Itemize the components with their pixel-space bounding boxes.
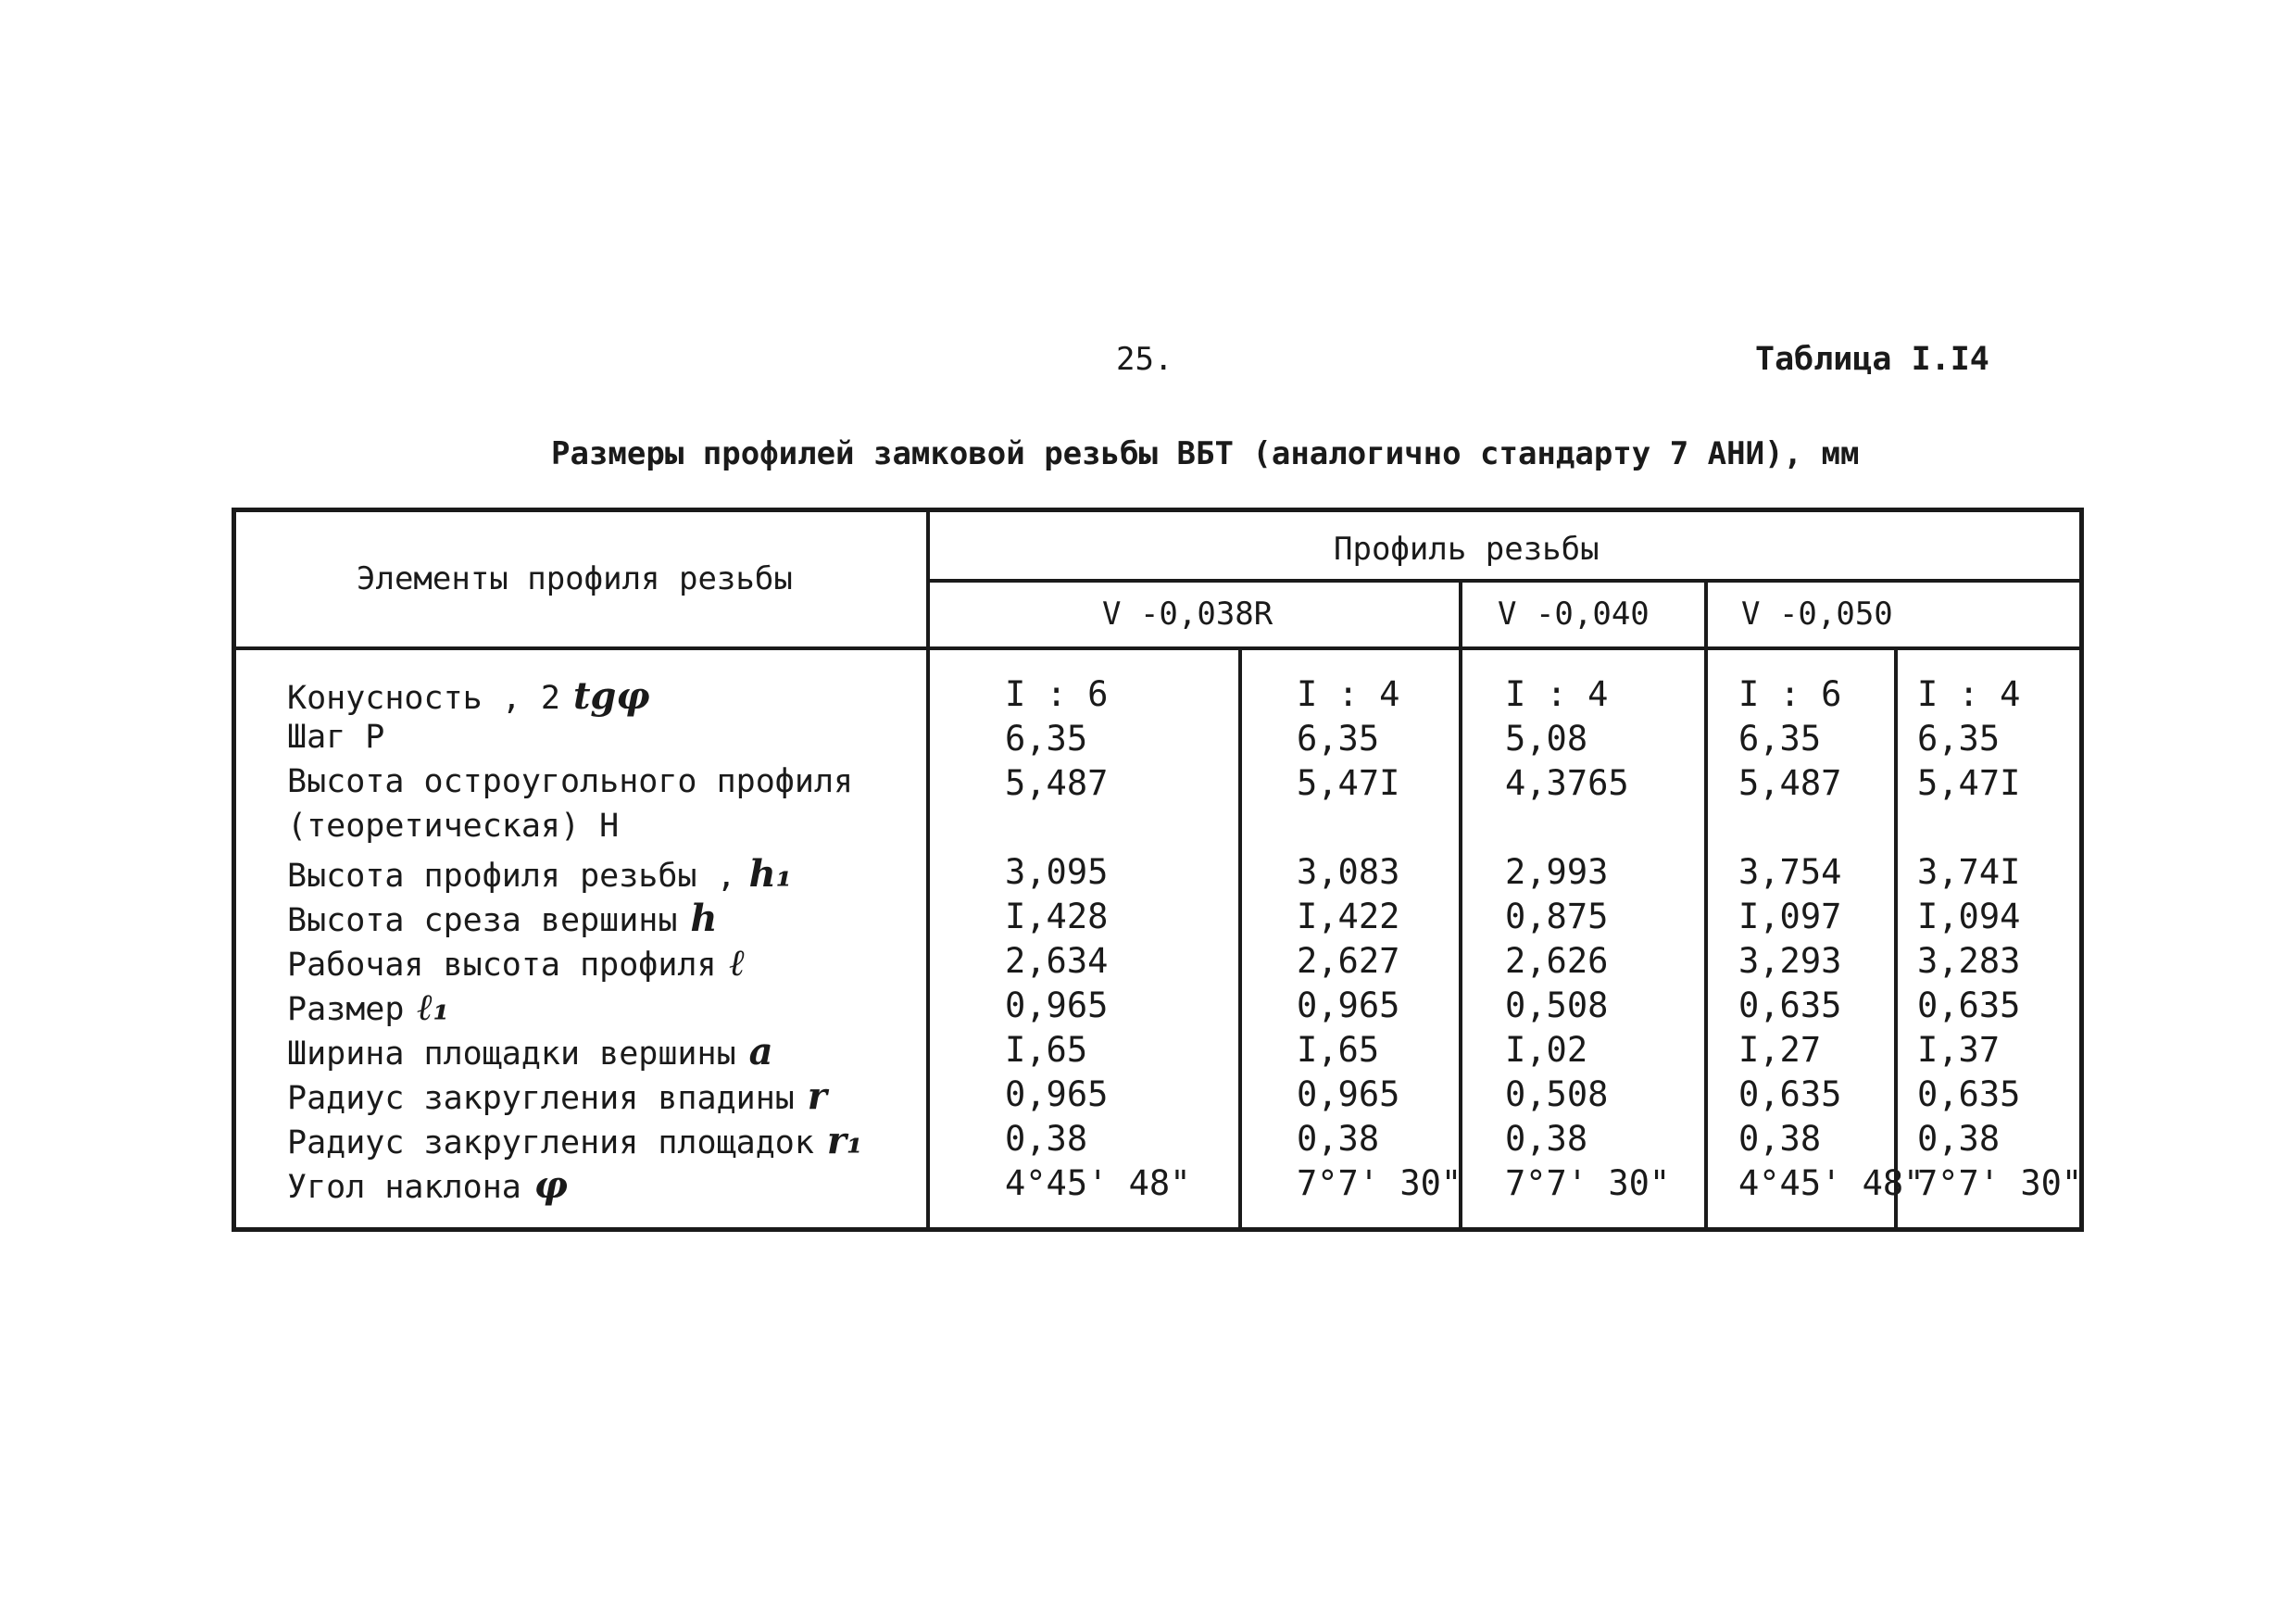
table-cell: 4°45' 48" (1738, 1163, 1925, 1203)
row-label-text: Ширина площадки вершины (287, 1035, 736, 1073)
row-label (287, 808, 619, 845)
table-cell: I,27 (1738, 1030, 1822, 1070)
elements-column-header: Элементы профиля резьбы (357, 560, 793, 597)
table-cell: 0,965 (1005, 985, 1109, 1025)
table-cell: 0,38 (1297, 1119, 1380, 1159)
table-cell: 3,293 (1738, 941, 1842, 981)
table-cell: I,02 (1505, 1030, 1588, 1070)
table-cell: 0,38 (1917, 1119, 2001, 1159)
table-cell: I,422 (1297, 897, 1400, 936)
row-label (287, 1163, 568, 1207)
table-cell: 0,965 (1005, 1074, 1109, 1114)
row-label (287, 674, 650, 718)
table-cell: 2,993 (1505, 852, 1609, 892)
table-cell: 5,47I (1917, 763, 2021, 803)
row-label-text: (теоретическая) H (287, 808, 620, 845)
table-cell: 0,635 (1917, 1074, 2021, 1114)
row-symbol: r₁ (813, 1119, 863, 1162)
header-column-divider (926, 512, 930, 1232)
table-cell: 0,635 (1917, 985, 2021, 1025)
row-label (287, 985, 449, 1029)
table-cell: 4,3765 (1505, 763, 1629, 803)
row-label (287, 719, 384, 756)
row-label-text: Конусность , 2 (287, 680, 561, 717)
row-label (287, 763, 853, 800)
page-number: 25. (1116, 341, 1173, 378)
row-label (287, 852, 792, 896)
table-cell: I,428 (1005, 897, 1109, 936)
row-label-text: Высота остроугольного профиля (287, 763, 854, 800)
row-label-text: Угол наклона (287, 1169, 521, 1206)
thread-profile-table (232, 508, 2084, 1232)
table-cell: I,65 (1297, 1030, 1380, 1070)
row-symbol: h₁ (735, 852, 793, 896)
row-symbol: φ (521, 1163, 568, 1207)
table-cell: 6,35 (1917, 719, 2001, 759)
table-cell: 0,38 (1505, 1119, 1588, 1159)
table-cell: 5,08 (1505, 719, 1588, 759)
profile-group-underline (926, 579, 2079, 583)
table-cell: 0,965 (1297, 1074, 1400, 1114)
row-symbol: r (794, 1074, 827, 1118)
table-cell: I : 6 (1005, 674, 1109, 714)
table-cell: I,65 (1005, 1030, 1088, 1070)
table-cell: I : 4 (1917, 674, 2021, 714)
row-symbol: h (677, 897, 718, 940)
table-cell: I,094 (1917, 897, 2021, 936)
table-cell: 3,283 (1917, 941, 2021, 981)
table-cell: 4°45' 48" (1005, 1163, 1191, 1203)
table-cell: 6,35 (1297, 719, 1380, 759)
table-cell: I,37 (1917, 1030, 2001, 1070)
row-label-text: Высота профиля резьбы , (287, 858, 736, 895)
row-label-text: Радиус закругления впадины (287, 1080, 795, 1117)
row-label (287, 1074, 827, 1118)
row-label-text: Размер (287, 991, 405, 1028)
table-cell: 0,635 (1738, 985, 1842, 1025)
table-cell: 5,487 (1738, 763, 1842, 803)
subcolumn-divider-2 (1894, 648, 1898, 1232)
table-cell: I : 4 (1297, 674, 1400, 714)
table-cell: 6,35 (1738, 719, 1822, 759)
row-label-text: Высота среза вершины (287, 902, 678, 939)
row-label (287, 1030, 773, 1073)
table-cell: 3,754 (1738, 852, 1842, 892)
row-label (287, 1119, 862, 1162)
table-cell: 0,965 (1297, 985, 1400, 1025)
table-cell: 0,38 (1005, 1119, 1088, 1159)
profile-header-1: V -0,038R (1102, 596, 1273, 633)
table-cell: I : 4 (1505, 674, 1609, 714)
table-cell: 0,38 (1738, 1119, 1822, 1159)
table-cell: 3,095 (1005, 852, 1109, 892)
table-cell: 5,47I (1297, 763, 1400, 803)
table-cell: I : 6 (1738, 674, 1842, 714)
table-cell: 6,35 (1005, 719, 1088, 759)
row-label-text: Рабочая высота профиля (287, 947, 717, 984)
profile-divider-2 (1704, 579, 1708, 1232)
table-cell: 0,875 (1505, 897, 1609, 936)
row-symbol: a (735, 1030, 773, 1073)
table-cell: 0,635 (1738, 1074, 1842, 1114)
table-cell: 5,487 (1005, 763, 1109, 803)
table-cell: 2,627 (1297, 941, 1400, 981)
row-symbol: ℓ₁ (404, 985, 449, 1029)
profile-header-2: V -0,040 (1498, 596, 1650, 633)
table-cell: 3,74I (1917, 852, 2021, 892)
table-cell: 0,508 (1505, 985, 1609, 1025)
table-cell: 3,083 (1297, 852, 1400, 892)
row-label-text: Шаг P (287, 719, 385, 756)
profile-header-3: V -0,050 (1741, 596, 1893, 633)
table-cell: 2,634 (1005, 941, 1109, 981)
table-cell: 7°7' 30" (1505, 1163, 1671, 1203)
table-cell: 7°7' 30" (1297, 1163, 1462, 1203)
row-symbol: tgφ (560, 674, 650, 718)
row-label-text: Радиус закругления площадок (287, 1124, 814, 1161)
document-title: Размеры профилей замковой резьбы ВБТ (аналогично стандарту 7 АНИ), мм (551, 435, 1860, 472)
row-label (287, 897, 717, 940)
header-bottom-rule (236, 646, 2079, 650)
profile-divider-1 (1459, 579, 1462, 1232)
table-cell: 0,508 (1505, 1074, 1609, 1114)
table-cell: 2,626 (1505, 941, 1609, 981)
row-label (287, 941, 746, 985)
profile-group-header: Профиль резьбы (1334, 531, 1600, 568)
row-symbol: ℓ (716, 941, 746, 985)
subcolumn-divider-1 (1238, 648, 1242, 1232)
table-cell: 7°7' 30" (1917, 1163, 2083, 1203)
table-label: Таблица I.I4 (1755, 341, 1989, 378)
table-cell: I,097 (1738, 897, 1842, 936)
